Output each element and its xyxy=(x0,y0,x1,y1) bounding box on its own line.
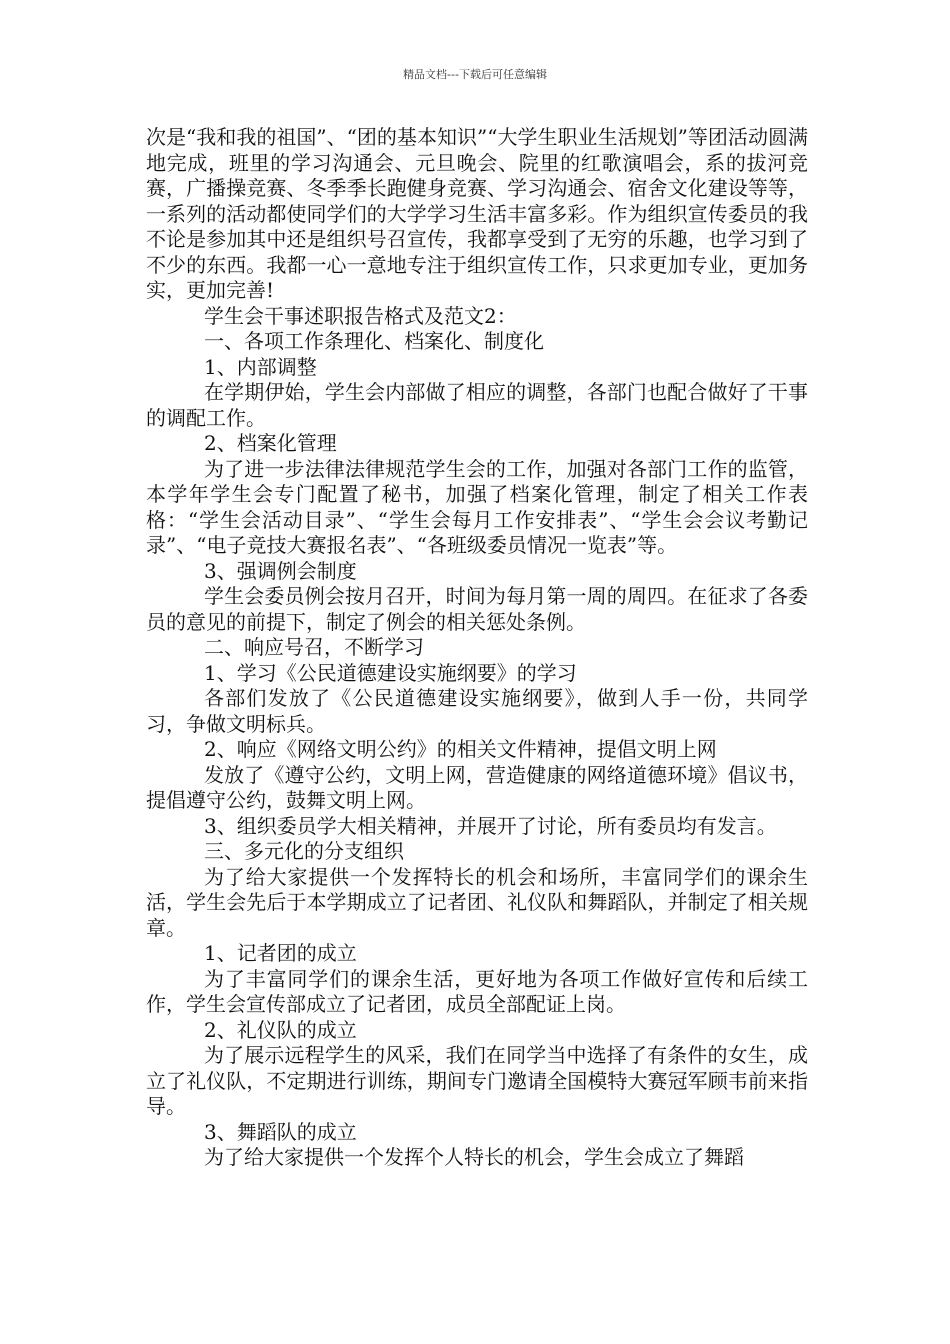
paragraph: 学生会委员例会按月召开，时间为每月第一周的周四。在征求了各委员的意见的前提下，制定了例会的相关惩处条例。 xyxy=(146,584,808,634)
subsection-heading: 3、舞蹈队的成立 xyxy=(204,1119,357,1144)
paragraph: 在学期伊始，学生会内部做了相应的调整，各部门也配合做好了干事的调配工作。 xyxy=(146,380,808,430)
paragraph: 为了给大家提供一个发挥个人特长的机会，学生会成立了舞蹈 xyxy=(204,1145,744,1169)
page-header: 精品文档---下载后可任意编辑 xyxy=(403,68,547,81)
subsection-heading: 2、响应《网络文明公约》的相关文件精神，提倡文明上网 xyxy=(204,737,717,761)
section-heading: 一、各项工作条理化、档案化、制度化 xyxy=(204,329,544,353)
subsection-heading: 1、学习《公民道德建设实施纲要》的学习 xyxy=(204,660,577,685)
paragraph: 为了展示远程学生的风采，我们在同学当中选择了有条件的女生，成立了礼仪队，不定期进行训练，期间专门邀请全国模特大赛冠军顾韦前来指导。 xyxy=(146,1043,808,1118)
paragraph: 学生会干事述职报告格式及范文2： xyxy=(204,303,517,328)
paragraph: 为了给大家提供一个发挥特长的机会和场所，丰富同学们的课余生活，学生会先后于本学期成立了记者团、礼仪队和舞蹈队，并制定了相关规章。 xyxy=(146,864,808,940)
subsection-heading: 1、记者团的成立 xyxy=(204,941,357,965)
section-heading: 三、多元化的分支组织 xyxy=(204,839,404,863)
subsection-heading: 2、档案化管理 xyxy=(204,431,337,455)
subsection-heading: 2、礼仪队的成立 xyxy=(204,1017,357,1042)
paragraph: 为了丰富同学们的课余生活，更好地为各项工作做好宣传和后续工作，学生会宣传部成立了记者团，成员全部配证上岗。 xyxy=(146,966,808,1016)
paragraph: 各部们发放了《公民道德建设实施纲要》，做到人手一份，共同学习，争做文明标兵。 xyxy=(146,686,808,736)
paragraph: 为了进一步法律法律规范学生会的工作，加强对各部门工作的监管，本学年学生会专门配置了秘书，加强了档案化管理，制定了相关工作表格：“学生会活动目录”、“学生会每月工作安排表”、“学生会会议考勤记录”、“电子竞技大赛报名表”、“各班级委员情况一览表”等。 xyxy=(146,456,808,557)
subsection-heading: 3、强调例会制度 xyxy=(204,558,357,583)
document-body xyxy=(146,125,808,1171)
paragraph: 3、组织委员学大相关精神，并展开了讨论，所有委员均有发言。 xyxy=(204,813,777,838)
section-heading: 二、响应号召，不断学习 xyxy=(204,635,424,659)
paragraph: 次是“我和我的祖国”、“团的基本知识”“大学生职业生活规划”等团活动圆满地完成，班里的学习沟通会、元旦晚会、院里的红歌演唱会，系的拔河竞赛，广播操竞赛、冬季季长跑健身竞赛、学习沟通会、宿舍文化建设等等，一系列的活动都使同学们的大学学习生活丰富多彩。作为组织宣传委员的我不论是参加其中还是组织号召宣传，我都享受到了无穷的乐趣，也学习到了不少的东西。我都一心一意地专注于组织宣传工作，只求更加专业，更加务实，更加完善! xyxy=(146,125,808,302)
paragraph: 发放了《遵守公约，文明上网，营造健康的网络道德环境》倡议书，提倡遵守公约，鼓舞文明上网。 xyxy=(146,762,808,812)
subsection-heading: 1、内部调整 xyxy=(204,354,317,379)
